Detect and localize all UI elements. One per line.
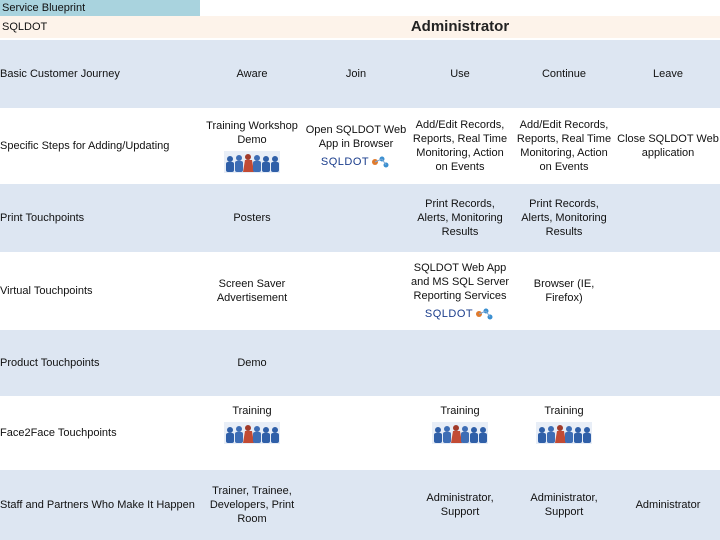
staff-leave xyxy=(616,470,720,540)
face-continue xyxy=(512,396,616,470)
face-aware xyxy=(200,396,304,470)
cell-text: Close SQLDOT Web application xyxy=(617,133,719,159)
header-row xyxy=(0,16,720,38)
cell-text: SQLDOT Web App and MS SQL Server Reporting Services xyxy=(410,262,510,302)
steps-aware xyxy=(200,108,304,184)
face-use xyxy=(408,396,512,470)
print-aware xyxy=(200,184,304,252)
cell-text: Print Records, Alerts, Monitoring Results xyxy=(521,198,607,238)
people-group-icon xyxy=(224,151,280,173)
cell-text: Add/Edit Records, Reports, Real Time Monitoring, Action on Events xyxy=(412,119,508,173)
row-print-touchpoints xyxy=(0,184,720,252)
steps-leave xyxy=(616,108,720,184)
cell-text: Browser (IE, Firefox) xyxy=(533,278,595,304)
cell-text: Training Workshop Demo xyxy=(206,120,298,146)
row-face2face-touchpoints xyxy=(0,396,720,470)
people-group-icon xyxy=(536,422,592,444)
row-staff-partners xyxy=(0,470,720,540)
cell-text: Administrator, Support xyxy=(426,492,494,518)
row-specific-steps xyxy=(0,108,720,184)
cell-text: Join xyxy=(345,68,367,80)
cell-text: Training xyxy=(440,405,480,417)
steps-join xyxy=(304,108,408,184)
virtual-use xyxy=(408,252,512,330)
molecule-dots-icon xyxy=(371,155,391,169)
people-group-icon xyxy=(224,422,280,444)
cell-text: Aware xyxy=(236,68,268,80)
cell-text: Administrator, Support xyxy=(530,492,598,518)
row-label: Specific Steps for Adding/Updating xyxy=(0,140,170,152)
row-customer-journey xyxy=(0,40,720,108)
sqldot-logo-icon xyxy=(425,307,495,321)
row-label: Print Touchpoints xyxy=(0,212,85,224)
row-label: Virtual Touchpoints xyxy=(0,285,93,297)
blueprint-title: Service Blueprint xyxy=(0,0,200,16)
staff-aware xyxy=(200,470,304,540)
row-label: Staff and Partners Who Make It Happen xyxy=(0,499,195,511)
product-name: SQLDOT xyxy=(2,21,48,33)
steps-use xyxy=(408,108,512,184)
staff-use xyxy=(408,470,512,540)
cell-text: Add/Edit Records, Reports, Real Time Monitoring, Action on Events xyxy=(516,119,612,173)
staff-continue xyxy=(512,470,616,540)
cell-text: Leave xyxy=(653,68,683,80)
stage-leave xyxy=(616,40,720,108)
row-label: Face2Face Touchpoints xyxy=(0,427,117,439)
cell-text: Print Records, Alerts, Monitoring Results xyxy=(417,198,503,238)
cell-text: Continue xyxy=(541,68,587,80)
row-product-touchpoints xyxy=(0,330,720,396)
stage-aware xyxy=(200,40,304,108)
cell-text: Administrator xyxy=(635,499,701,511)
cell-text: Training xyxy=(232,405,272,417)
cell-text: Open SQLDOT Web App in Browser xyxy=(305,124,407,150)
print-use xyxy=(408,184,512,252)
cell-text: Trainer, Trainee, Developers, Print Room xyxy=(209,485,295,525)
cell-text: Training xyxy=(544,405,584,417)
row-label: Basic Customer Journey xyxy=(0,68,120,80)
stage-use xyxy=(408,40,512,108)
cell-text: Posters xyxy=(233,212,271,224)
molecule-dots-icon xyxy=(475,307,495,321)
cell-text: Screen Saver Advertisement xyxy=(216,278,288,304)
virtual-continue xyxy=(512,252,616,330)
product-aware xyxy=(200,330,304,396)
virtual-aware xyxy=(200,252,304,330)
people-group-icon xyxy=(432,422,488,444)
cell-text: Use xyxy=(450,68,470,80)
sqldot-logo-icon xyxy=(321,155,391,169)
cell-text: Demo xyxy=(237,357,267,369)
print-continue xyxy=(512,184,616,252)
logo-text: SQLDOT xyxy=(320,156,370,168)
logo-text: SQLDOT xyxy=(424,308,474,320)
role-title: Administrator xyxy=(410,18,510,35)
stage-continue xyxy=(512,40,616,108)
row-virtual-touchpoints xyxy=(0,252,720,330)
stage-join xyxy=(304,40,408,108)
row-label: Product Touchpoints xyxy=(0,357,100,369)
steps-continue xyxy=(512,108,616,184)
